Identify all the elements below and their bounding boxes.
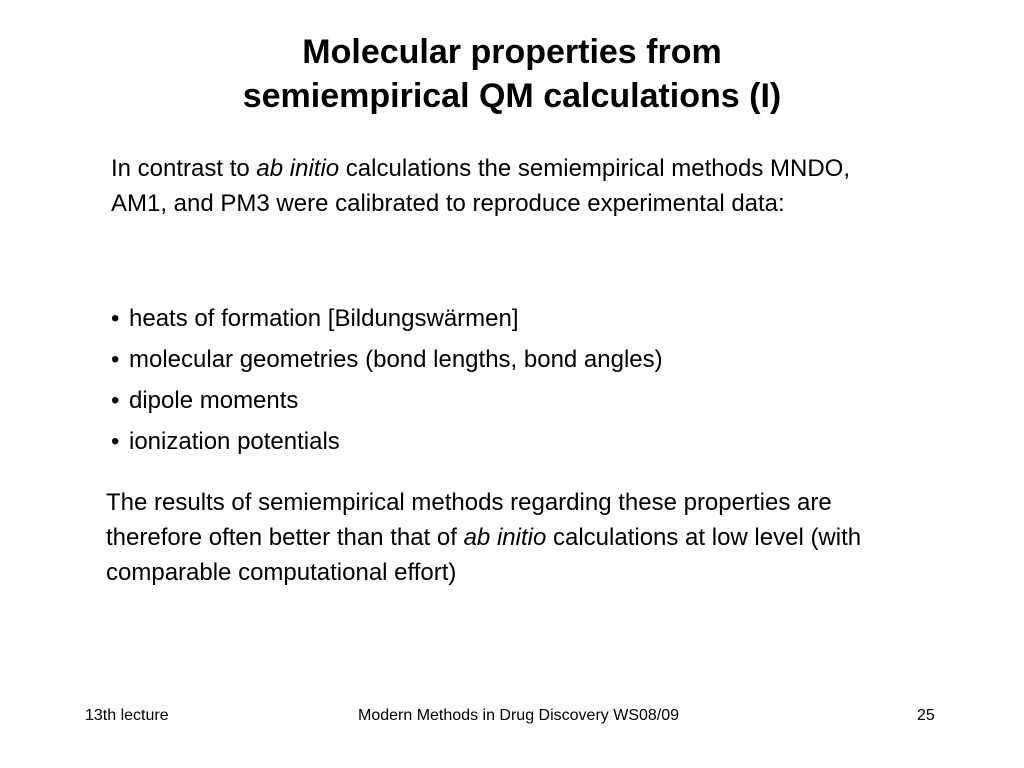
bullet-dot: • (111, 305, 120, 332)
intro-text-2: calculations the semiempirical methods MNDO, AM1, and PM3 were calibrated to reproduce experimental data: (111, 155, 850, 217)
bullet-text: molecular geometries (bond lengths, bond angles) (129, 346, 663, 373)
bullet-item (111, 384, 911, 425)
property-bullet-list (111, 302, 911, 466)
outro-emphasis-ab-initio: ab initio (463, 524, 547, 551)
footer-page-number: 25 (917, 707, 935, 724)
intro-text-1: In contrast to (111, 155, 257, 182)
bullet-text: ionization potentials (129, 428, 340, 455)
footer-course-title: Modern Methods in Drug Discovery WS08/09 (358, 707, 680, 724)
conclusion-paragraph (106, 485, 866, 590)
bullet-dot: • (111, 387, 120, 414)
bullet-item (111, 425, 911, 466)
bullet-text: heats of formation [Bildungswärmen] (129, 305, 519, 332)
slide-title (0, 30, 1024, 118)
bullet-item (111, 343, 911, 384)
outro-text-1: The results of semiempirical methods regarding these properties are therefore often better than that of (106, 489, 832, 551)
slide-title-line-1: Molecular properties from (302, 33, 722, 71)
footer-lecture-label: 13th lecture (85, 707, 169, 724)
bullet-item (111, 302, 911, 343)
slide-title-line-2: semiempirical QM calculations (I) (242, 77, 782, 115)
intro-paragraph (111, 151, 911, 221)
intro-emphasis-ab-initio: ab initio (256, 155, 340, 182)
bullet-dot: • (111, 346, 120, 373)
outro-text-2: calculations at low level (with comparable computational effort) (106, 524, 862, 586)
bullet-dot: • (111, 428, 120, 455)
bullet-text: dipole moments (129, 387, 299, 414)
